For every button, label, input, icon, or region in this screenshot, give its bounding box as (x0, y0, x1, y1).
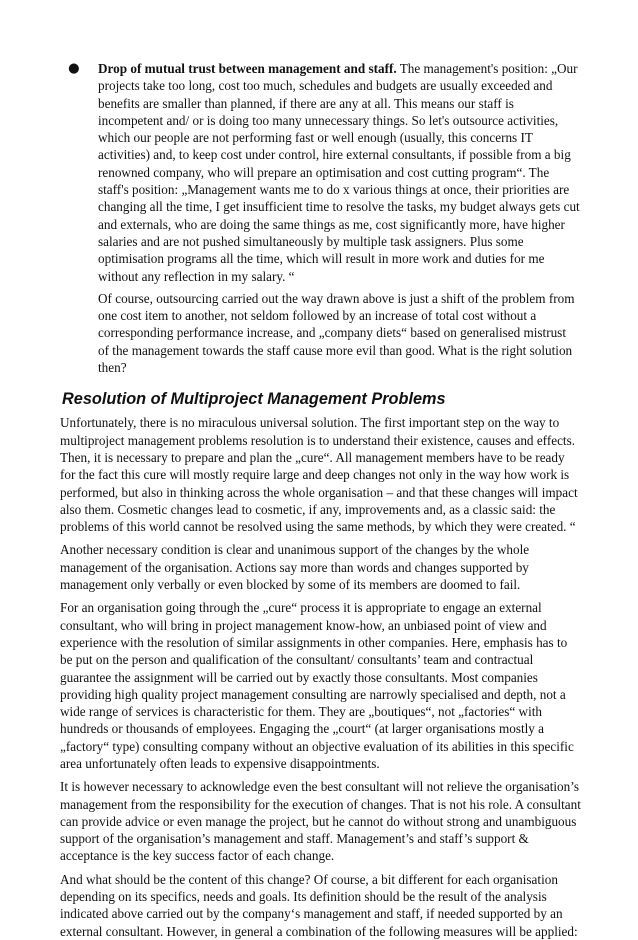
bullet-icon: ● (68, 61, 80, 76)
bullet-paragraph (98, 60, 580, 285)
body-paragraph: And what should be the content of this change? Of course, a bit different for each organisation depending on its specifics, needs and goals. Its definition should be the result of the analysis indicated above carried out by the company‘s management and staff, if needed supported by an external consultant. However, in general a combination of the following measures will be applied: (60, 871, 578, 939)
section-heading: Resolution of Multiproject Management Problems (62, 390, 446, 409)
bullet-item (68, 60, 580, 376)
body-paragraph: Another necessary condition is clear and unanimous support of the changes by the whole management of the organisation. Actions say more than words and changes supported by management only verbally or even blocked by some of its members are doomed to fail. (60, 542, 530, 593)
body-paragraph: It is however necessary to acknowledge even the best consultant will not relieve the organisation’s management from the responsibility for the execution of changes. That is not his role. A consultant can provide advice or even manage the project, but he cannot do without strong and unambiguous support of the organisation’s management and staff. Management’s and staff’s support & acceptance is the key success factor of each change. (60, 779, 581, 864)
bullet-body: The management's position: „Our projects take too long, cost too much, schedules and budgets are usually exceeded and benefits are smaller than planned, if there are any at all. This means our staff is incompetent and/ or is doing too many unnecessary things. So let's outsource activities, which our people are not performing fast or well enough (usually, this concerns IT activities) and, to keep cost under control, hire external consultants, if possible from a big renowned company, who will prepare an optimisation and cost cutting program“. The staff's position: „Management wants me to do x various things at once, their priorities are changing all the time, I get insufficient time to resolve the tasks, my budget always gets cut and externals, who are doing the same things as me, cost significantly more, have higher salaries and are not pushed simultaneously by multiple task assigners. Plus some optimisation programs all the time, which will result in more work and duties for me without any reflection in my salary. “ (98, 61, 580, 284)
body-paragraph: For an organisation going through the „cure“ process it is appropriate to engage an external consultant, who will bring in project management know-how, an unbiased point of view and experience with the resolution of similar assignments in other companies. Here, emphasis has to be put on the person and qualification of the consultant/ consultants’ team and contractual guarantee the assignment will be carried out by exactly those consultants. Most companies providing high quality project management consulting are narrowly specialised and depth, not a wide range of services is characteristic for them. They are „boutiques“, not „factories“ with hundreds or thousands of employees. Engaging the „court“ (at larger organisations mostly a „factory“ type) consulting company without an objective evaluation of its abilities in this specific area unfortunately often leads to expensive disappointments. (60, 600, 574, 771)
bullet-follow-paragraph: Of course, outsourcing carried out the way drawn above is just a shift of the problem from one cost item to another, not seldom followed by an increase of total cost without a corresponding performance increase, and „company diets“ based on generalised mistrust of the management towards the staff cause more evil than good. What is the right solution then? (98, 290, 575, 376)
bullet-lead: Drop of mutual trust between management and staff. (98, 61, 397, 76)
body-paragraph: Unfortunately, there is no miraculous universal solution. The first important step on the way to multiproject management problems resolution is to understand their existence, causes and effects. Then, it is necessary to prepare and plan the „cure“. All management members have to be ready for the fact this cure will mostly require large and deep changes not only in the way how work is performed, but also in thinking across the whole organisation – and that these changes will impact also them. Cosmetic changes lead to cosmetic, if any, improvements and, as a classic said: the problems of this world cannot be resolved using the same methods, by which they were created. “ (60, 415, 578, 535)
